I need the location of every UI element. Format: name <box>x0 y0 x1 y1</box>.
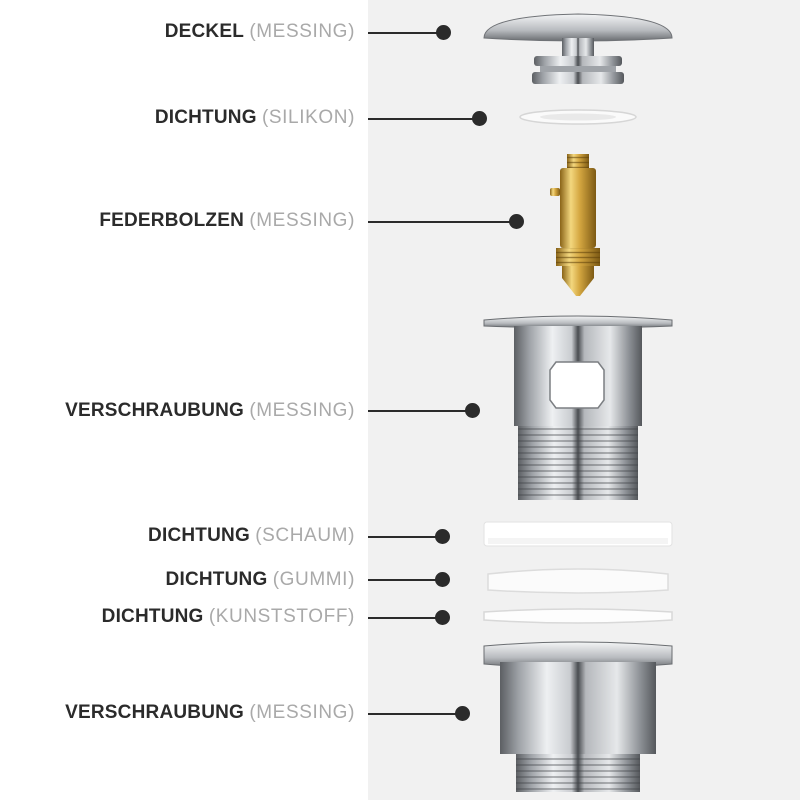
leader-line-foam-seal <box>368 536 442 538</box>
marker-dot-silicone-seal <box>472 111 487 126</box>
marker-dot-cap <box>436 25 451 40</box>
foam-seal-part <box>484 522 672 546</box>
part-label-silicone-seal: DICHTUNG (SILIKON) <box>154 107 355 128</box>
silicone-seal-part <box>520 110 636 124</box>
leader-line-rubber-seal <box>368 579 442 581</box>
part-label-cap: DECKEL (MESSING) <box>164 21 355 42</box>
marker-dot-lower-threaded-body <box>455 706 470 721</box>
marker-dot-spring-bolt <box>509 214 524 229</box>
leader-line-plastic-seal <box>368 617 442 619</box>
leader-line-cap <box>368 32 443 34</box>
rubber-seal-part <box>488 569 668 593</box>
part-label-foam-seal: DICHTUNG (SCHAUM) <box>148 525 355 546</box>
cap-part <box>484 14 672 84</box>
leader-line-silicone-seal <box>368 118 480 120</box>
marker-dot-rubber-seal <box>435 572 450 587</box>
marker-dot-upper-threaded-body <box>465 403 480 418</box>
part-label-lower-threaded-body: VERSCHRAUBUNG (MESSING) <box>65 702 355 723</box>
upper-threaded-body-part <box>484 316 672 500</box>
marker-dot-foam-seal <box>435 529 450 544</box>
marker-dot-plastic-seal <box>435 610 450 625</box>
lower-threaded-body-part <box>484 642 672 792</box>
part-label-plastic-seal: DICHTUNG (KUNSTSTOFF) <box>101 606 355 627</box>
spring-bolt-part <box>550 154 600 296</box>
leader-line-lower-threaded-body <box>368 713 462 715</box>
leader-line-upper-threaded-body <box>368 410 472 412</box>
part-label-spring-bolt: FEDERBOLZEN (MESSING) <box>99 210 355 231</box>
part-label-upper-threaded-body: VERSCHRAUBUNG (MESSING) <box>65 400 355 421</box>
part-label-rubber-seal: DICHTUNG (GUMMI) <box>165 569 355 590</box>
leader-line-spring-bolt <box>368 221 516 223</box>
plastic-seal-part <box>484 609 672 623</box>
